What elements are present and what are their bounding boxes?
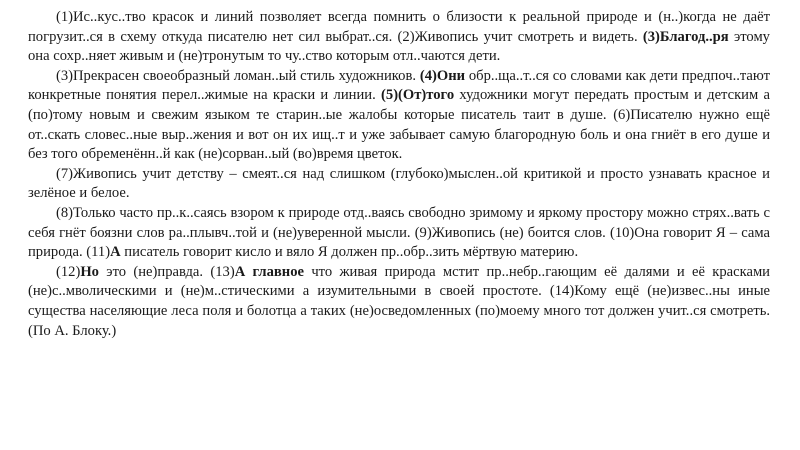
paragraph-4: [28, 204, 770, 263]
bold-segment: А главное: [234, 263, 304, 280]
bold-segment: (5)(От)того: [381, 87, 455, 104]
bold-segment: Но: [80, 263, 99, 280]
text-segment: (7)Живопись учит детству – смеят..ся над слишком (глубоко)мыслен..ой критикой и просто узнавать красное и зелёное и белое.: [28, 165, 770, 202]
bold-segment: (4)Они: [419, 67, 466, 84]
paragraph-3: [28, 165, 770, 204]
text-segment: что живая природа мстит пр..небр..гающим её далями и её красками (не)с..мволическими и (не)м..стическими а изумительными в своей простоте. (14)Кому ещё (не)извес..ны иные существа населяющие леса поля и болотца а таких (не)осведомленных (по)моему много тот должен учит..ся смотреть. (По А. Блоку.): [28, 263, 770, 339]
text-segment: это (не)правда. (13): [98, 263, 235, 280]
text-segment: обр..ща..т..ся со словами как дети предпоч..тают конкретные понятия перел..жимые на краски и линии.: [28, 67, 770, 104]
paragraph-2: [28, 67, 770, 165]
bold-segment: (3)Благод..ря: [642, 28, 729, 45]
text-segment: писатель говорит кисло и вяло Я должен пр..обр..зить мёртвую материю.: [120, 244, 579, 261]
text-segment: (12): [56, 263, 81, 280]
bold-segment: А: [110, 244, 121, 261]
text-segment: (3)Прекрасен своеобразный ломан..ый стиль художников.: [56, 67, 420, 84]
text-segment: художники могут передать простым и детским а (по)тому новым и свежим языком те старин..ые жалобы которые писатель таит в душе. (6)Писателю нужно ещё от..скать словес..ные выр..жения и вот он их ищ..т и уже забывает самую благородную боль и она гниёт в его душе и без того обременённ..й как (не)сорван..ый (во)время цветок.: [28, 87, 770, 163]
text-segment: (1)Ис..кус..тво красок и линий позволяет всегда помнить о близости к реальной природе и (н..)когда не даёт погрузит..ся в схему откуда писателю нет сил выбрат..ся. (2)Живопись учит смотреть и видеть.: [28, 9, 770, 45]
paragraph-1: [28, 8, 770, 67]
text-segment: (8)Только часто пр..к..саясь взором к природе отд..ваясь свободно зримому и яркому простору можно стрях..вать с себя гнёт боязни слов ра..плывч..той и (не)уверенной мысли. (9)Живопись (не) боится слов. (10)Она говорит Я – сама природа. (11): [28, 204, 770, 261]
text-segment: этому она сохр..няет живым и (не)тронутым то чу..ство которым отл..чаются дети.: [28, 28, 770, 65]
paragraph-5: [28, 263, 770, 341]
